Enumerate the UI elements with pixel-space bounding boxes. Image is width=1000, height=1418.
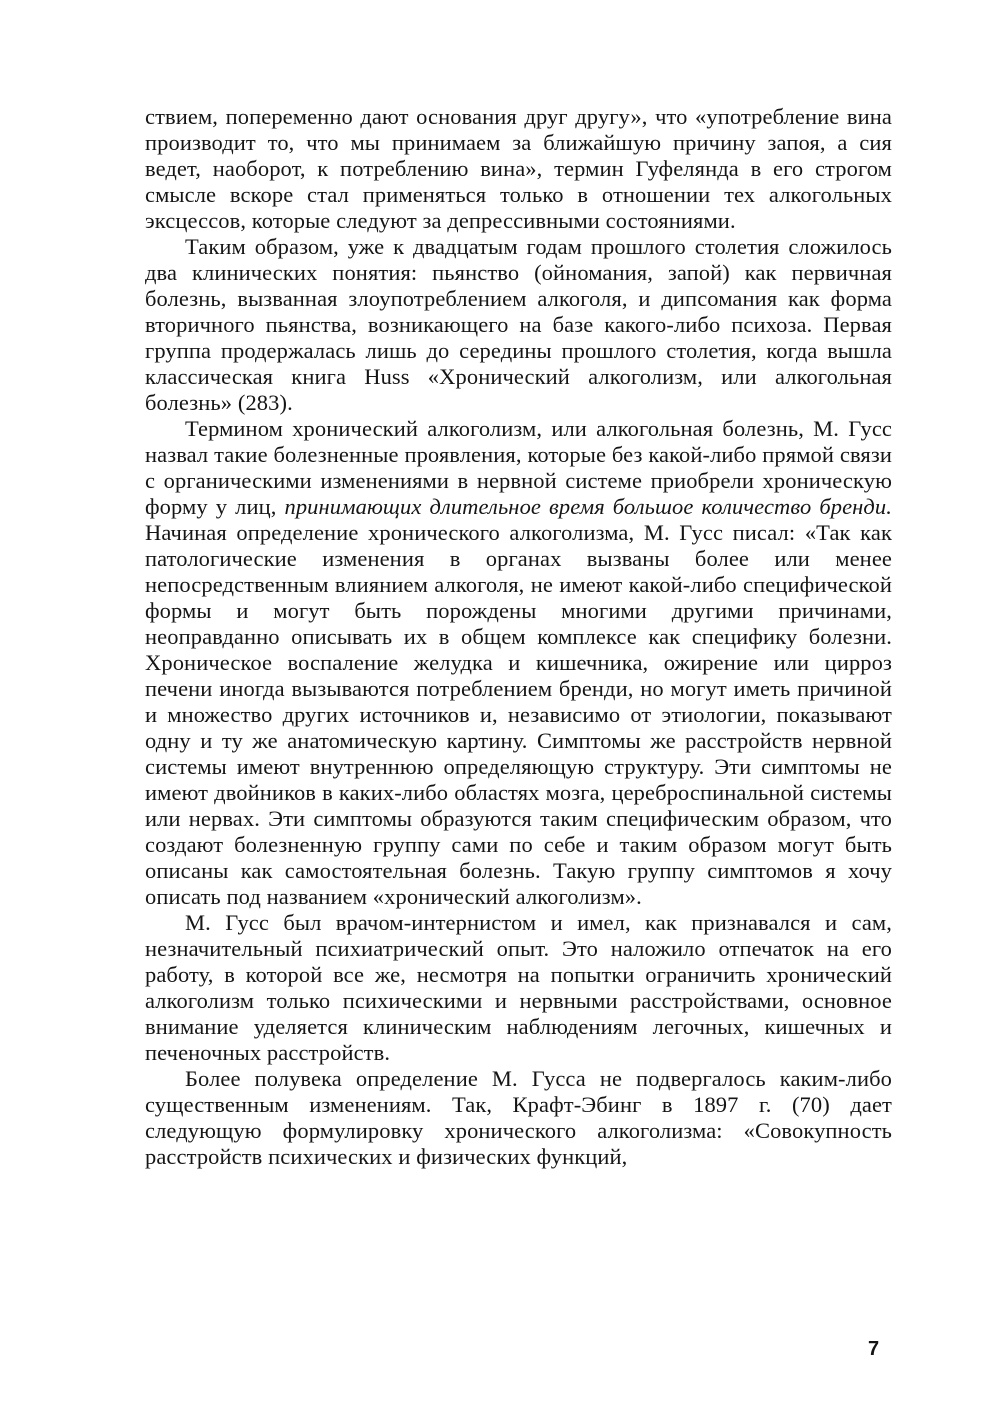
page-text: [145, 104, 892, 1170]
paragraph-3: [145, 416, 892, 910]
paragraph-1: ствием, попеременно дают основания друг другу», что «употребление вина производит то, что мы принимаем за ближайшую причину запоя, а сия ведет, наоборот, к потреблению вина», термин Гуфелянда в его строгом смысле вскоре стал применяться только в отношении тех алкогольных эксцессов, которые следуют за депрессивными состояниями.: [145, 104, 892, 233]
paragraph-3-start: Термином хронический алкоголизм, или алкогольная болезнь, М. Гусс назвал такие болезненные проявления, которые без какой-либо прямой связи с органическими изменениями в нервной системе приобрели хроническую форму у лиц,: [145, 416, 892, 519]
paragraph-3-emphasis: принимающих длительное время большое количество бренди.: [284, 494, 892, 519]
paragraph-5: Более полувека определение М. Гусса не подвергалось каким-либо существенным изменениям. Так, Крафт-Эбинг в 1897 г. (70) дает следующую формулировку хронического алкоголизма: «Совокупность расстройств психических и физических функций,: [145, 1066, 892, 1169]
page-number: 7: [868, 1338, 880, 1360]
paragraph-3-rest: Начиная определение хронического алкоголизма, М. Гусс писал: «Так как патологические изменения в органах вызваны более или менее непосредственным влиянием алкоголя, не имеют какой-либо специфической формы и могут быть порождены многими другими причинами, неоправданно описывать их в общем комплексе как специфику болезни. Хроническое воспаление желудка и кишечника, ожирение или цирроз печени иногда вызываются потреблением бренди, но могут иметь причиной и множество других источников и, независимо от этиологии, показывают одну и ту же анатомическую картину. Симптомы же расстройств нервной системы имеют внутреннюю определяющую структуру. Эти симптомы не имеют двойников в каких-либо областях мозга, цереброспинальной системы или нервах. Эти симптомы образуются таким специфическим образом, что создают болезненную группу сами по себе и таким образом могут быть описаны как самостоятельная болезнь. Такую группу симптомов я хочу описать под названием «хронический алкоголизм».: [145, 520, 892, 909]
paragraph-2: Таким образом, уже к двадцатым годам прошлого столетия сложилось два клинических понятия: пьянство (ойномания, запой) как первичная болезнь, вызванная злоупотреблением алкоголя, и дипсомания как форма вторичного пьянства, возникающего на базе какого-либо психоза. Первая группа продержалась лишь до середины прошлого столетия, когда вышла классическая книга Huss «Хронический алкоголизм, или алкогольная болезнь» (283).: [145, 234, 892, 415]
paragraph-4: М. Гусс был врачом-интернистом и имел, как признавался и сам, незначительный психиатрический опыт. Это наложило отпечаток на его работу, в которой все же, несмотря на попытки ограничить хронический алкоголизм только психическими и нервными расстройствами, основное внимание уделяется клиническим наблюдениям легочных, кишечных и печеночных расстройств.: [145, 910, 892, 1065]
